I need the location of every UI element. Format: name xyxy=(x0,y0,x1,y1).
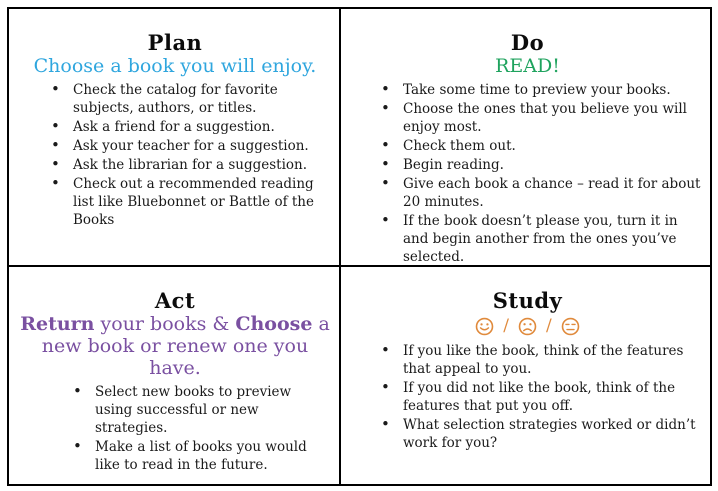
act-subtitle-segment: a new book or renew one you have. xyxy=(41,313,330,379)
pdsa-table xyxy=(7,7,712,486)
face-separator: / xyxy=(503,316,509,336)
list-item: • Make a list of books you would like to read in the future. xyxy=(71,438,331,474)
list-item: • Check the catalog for favorite subjects, authors, or titles. xyxy=(49,81,331,117)
act-title: Act xyxy=(154,288,196,313)
study-bullet-list xyxy=(353,342,702,452)
frowning-face-icon xyxy=(518,317,537,336)
list-item: • Ask the librarian for a suggestion. xyxy=(49,156,331,174)
cell-plan xyxy=(9,9,341,267)
cell-study xyxy=(341,267,710,484)
cell-do xyxy=(341,9,710,267)
neutral-face-icon xyxy=(561,317,580,336)
smiley-face-icon xyxy=(475,317,494,336)
plan-title: Plan xyxy=(147,30,203,55)
act-bullet-list xyxy=(19,383,331,474)
list-item: • Ask a friend for a suggestion. xyxy=(49,118,331,136)
act-subtitle xyxy=(19,313,331,379)
list-item: • Ask your teacher for a suggestion. xyxy=(49,137,331,155)
list-item: • Check out a recommended reading list like Bluebonnet or Battle of the Books xyxy=(49,175,331,229)
act-subtitle-segment: Return xyxy=(20,313,95,335)
do-bullet-list xyxy=(353,81,702,266)
plan-subtitle: Choose a book you will enjoy. xyxy=(33,55,317,77)
list-item: • If you like the book, think of the features that appeal to you. xyxy=(379,342,702,378)
cell-act xyxy=(9,267,341,484)
list-item: • If you did not like the book, think of the features that put you off. xyxy=(379,379,702,415)
plan-bullet-list xyxy=(19,81,331,229)
list-item: • Check them out. xyxy=(379,137,702,155)
list-item: • If the book doesn’t please you, turn it in and begin another from the ones you’ve selected. xyxy=(379,212,702,266)
do-title: Do xyxy=(510,30,545,55)
list-item: • Select new books to preview using successful or new strategies. xyxy=(71,383,331,437)
list-item: • Choose the ones that you believe you will enjoy most. xyxy=(379,100,702,136)
do-subtitle: READ! xyxy=(495,55,560,77)
study-title: Study xyxy=(492,288,563,313)
act-subtitle-segment: Choose xyxy=(235,313,313,335)
list-item: • Take some time to preview your books. xyxy=(379,81,702,99)
mood-faces xyxy=(353,314,702,338)
list-item: • Give each book a chance – read it for about 20 minutes. xyxy=(379,175,702,211)
act-subtitle-segment: your books & xyxy=(94,313,236,335)
list-item: • Begin reading. xyxy=(379,156,702,174)
face-separator: / xyxy=(546,316,552,336)
list-item: • What selection strategies worked or didn’t work for you? xyxy=(379,416,702,452)
